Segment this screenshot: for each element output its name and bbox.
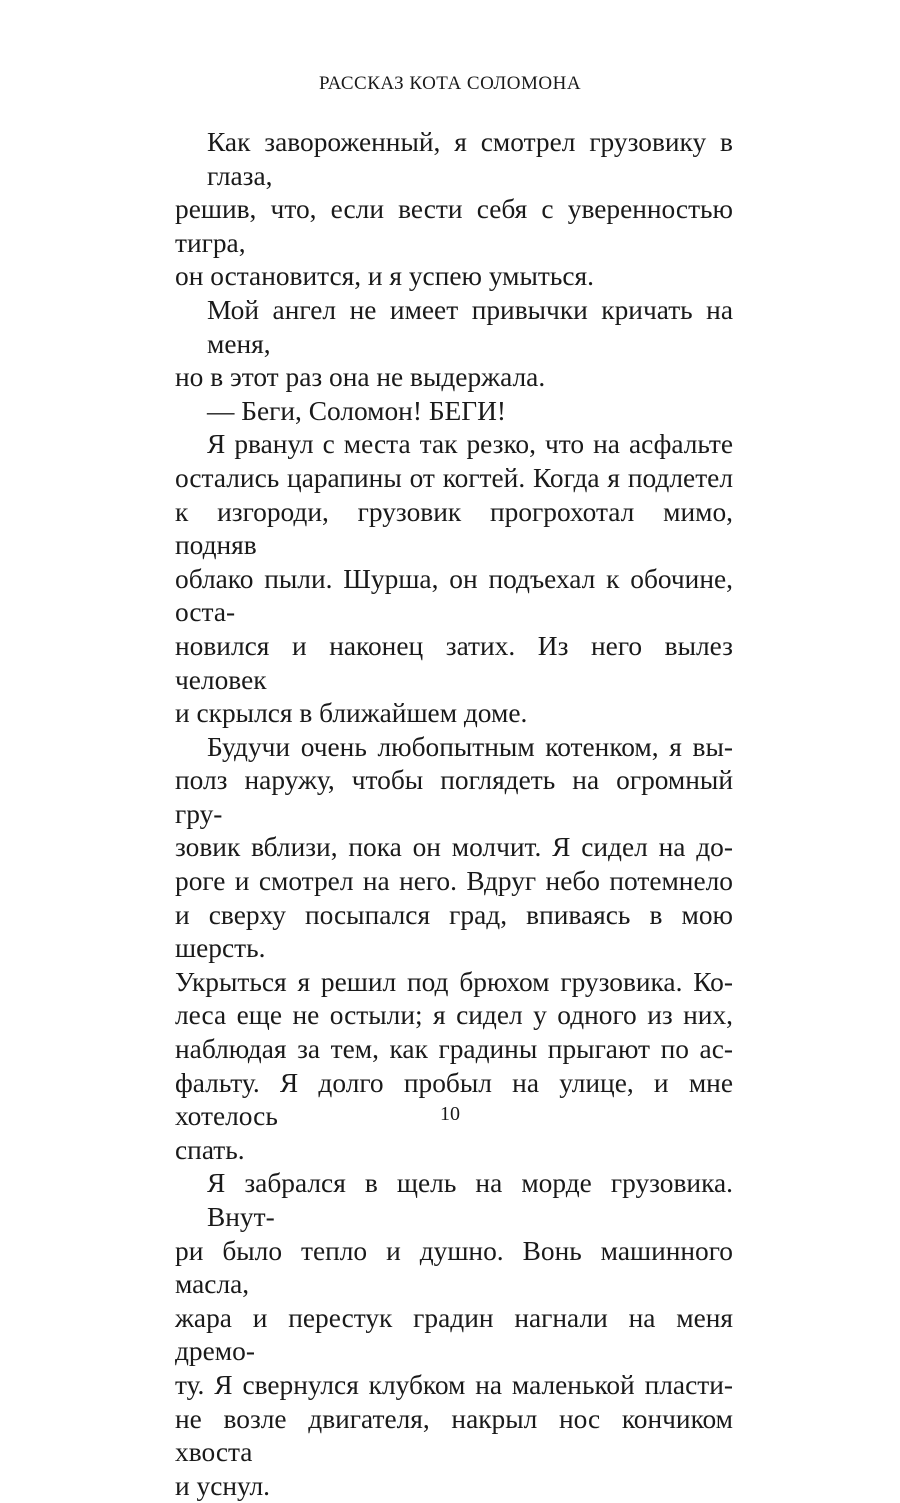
text-line: роге и смотрел на него. Вдруг небо потемнело [175, 866, 733, 897]
running-header: РАССКАЗ КОТА СОЛОМОНА [318, 73, 582, 94]
text-line: леса еще не остыли; я сидел у одного из них, [175, 1000, 733, 1031]
text-line: и уснул. [175, 1470, 271, 1501]
paragraph-2 [175, 294, 733, 395]
text-line: не возле двигателя, накрыл нос кончиком хвоста [175, 1403, 733, 1468]
text-line: Как завороженный, я смотрел грузовику в глаза, [207, 127, 733, 191]
text-line: остались царапины от когтей. Когда я подлетел [175, 462, 733, 493]
text-line: решив, что, если вести себя с уверенностью тигра, [175, 194, 733, 258]
text-line: Мой ангел не имеет привычки кричать на меня, [207, 294, 733, 359]
text-line: Я рванул с места так резко, что на асфальте [207, 429, 733, 460]
paragraph-3 [175, 395, 733, 429]
text-line: к изгороди, грузовик прогрохотал мимо, подняв [175, 496, 733, 561]
text-line: ту. Я свернулся клубком на маленькой пласти- [175, 1369, 733, 1400]
text-line: ри было тепло и душно. Вонь машинного масла, [175, 1235, 733, 1300]
paragraph-4 [175, 428, 733, 730]
text-line: фальту. Я долго пробыл на улице, и мне хотелось [175, 1067, 733, 1132]
text-line: полз наружу, чтобы поглядеть на огромный гру- [175, 765, 733, 829]
text-line: — Беги, Соломон! БЕГИ! [207, 395, 507, 426]
text-line: но в этот раз она не выдержала. [175, 362, 546, 393]
text-line: он остановится, и я успею умыться. [175, 261, 594, 292]
text-line: жара и перестук градин нагнали на меня дремо- [175, 1302, 733, 1367]
text-line: и скрылся в ближайшем доме. [175, 698, 528, 729]
text-line: наблюдая за тем, как градины прыгают по ас- [175, 1034, 733, 1065]
body-text [175, 126, 733, 1503]
text-line: спать. [175, 1134, 245, 1165]
text-line: облако пыли. Шурша, он подъехал к обочине, оста- [175, 563, 733, 628]
paragraph-6 [175, 1167, 733, 1503]
text-line: и сверху посыпался град, впиваясь в мою шерсть. [175, 899, 733, 964]
text-line: Будучи очень любопытным котенком, я вы- [207, 731, 733, 762]
paragraph-1 [175, 126, 733, 294]
text-line: Я забрался в щель на морде грузовика. Внут- [207, 1168, 733, 1232]
text-line: Укрыться я решил под брюхом грузовика. Ко- [175, 966, 733, 997]
page-number: 10 [440, 1103, 460, 1125]
text-line: новился и наконец затих. Из него вылез человек [175, 630, 733, 695]
text-line: зовик вблизи, пока он молчит. Я сидел на до- [175, 832, 733, 863]
